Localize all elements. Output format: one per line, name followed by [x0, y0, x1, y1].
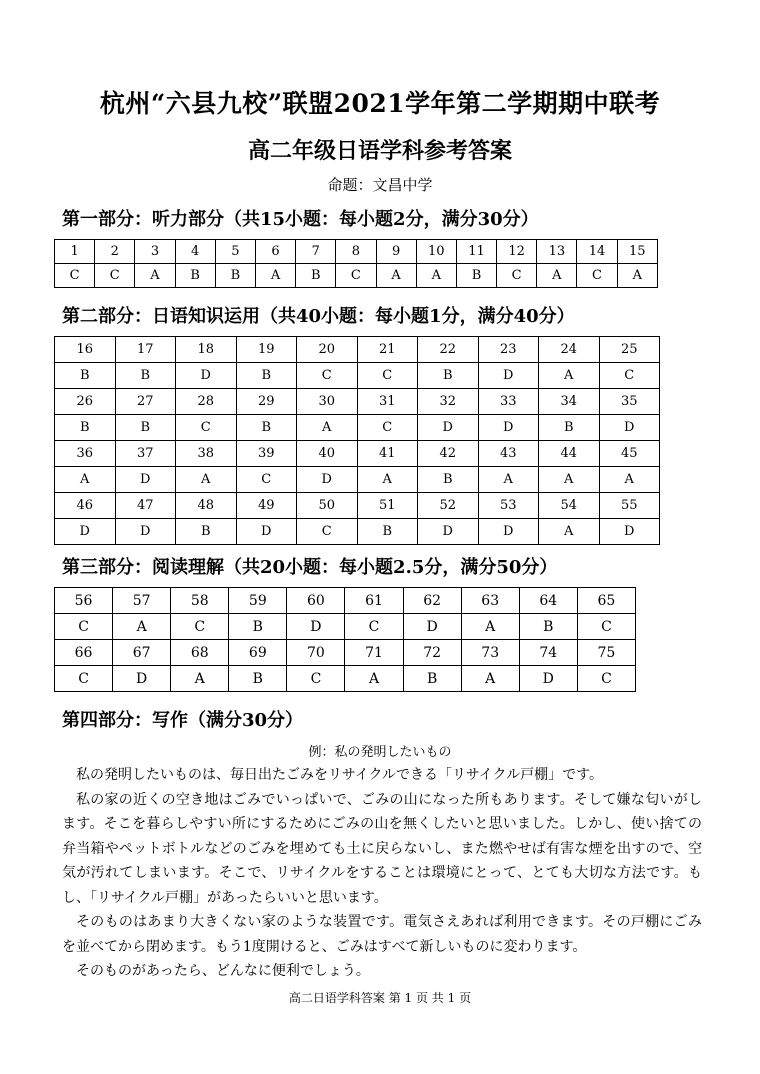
answer-cell: C — [345, 614, 403, 640]
answer-cell: A — [345, 666, 403, 692]
question-number-cell: 11 — [456, 240, 496, 264]
answer-cell: C — [577, 666, 635, 692]
question-number-cell: 24 — [539, 337, 600, 363]
part3-heading: 第三部分：阅读理解（共20小题：每小题2.5分，满分50分） — [62, 557, 558, 578]
answer-cell: C — [336, 264, 376, 288]
answer-cell: A — [539, 467, 600, 493]
essay-paragraph: 私の発明したいものは、毎日出たごみをリサイクルできる「リサイクル戸棚」です。 — [76, 767, 603, 783]
essay-paragraph: そのものはあまり大きくない家のような装置です。電気さえあれば利用できます。その戸棚にごみを並べてから閉めます。もう1度開けると、ごみはすべて新しいものに変わります。 — [62, 914, 702, 955]
document-title: 杭州“六县九校”联盟2021学年第二学期期中联考 — [99, 89, 661, 118]
question-number-cell: 65 — [577, 588, 635, 614]
answer-cell: B — [115, 363, 176, 389]
answer-cell: C — [171, 614, 229, 640]
answer-cell: C — [497, 264, 537, 288]
answer-cell: D — [403, 614, 461, 640]
answer-cell: A — [539, 519, 600, 545]
question-number-cell: 32 — [418, 389, 479, 415]
question-number-cell: 13 — [537, 240, 577, 264]
answer-cell: B — [236, 415, 297, 441]
answer-cell: B — [55, 415, 116, 441]
essay-paragraph: 私の家の近くの空き地はごみでいっぱいで、ごみの山になった所もあります。そして嫌な匂いがします。そこを暮らしやすい所にするためにごみの山を無くしたいと思いました。しかし、使い捨ての弁当箱やペットボトルなどのごみを埋めても土に戻らないし、また燃やせば有害な煙を出すので、空気が汚れてしまいます。そこで、リサイクルをすることは環境にとって、とても大切な方法です。もし、「リサイクル戸棚」があったらいいと思います。 — [62, 791, 702, 906]
question-number-cell: 25 — [599, 337, 660, 363]
question-number-cell: 51 — [357, 493, 418, 519]
answer-cell: B — [403, 666, 461, 692]
answer-row — [55, 614, 636, 640]
answer-row — [55, 519, 660, 545]
essay-body — [62, 763, 702, 984]
question-number-cell: 27 — [115, 389, 176, 415]
question-number-cell: 37 — [115, 441, 176, 467]
question-number-cell: 20 — [297, 337, 358, 363]
answer-cell: A — [357, 467, 418, 493]
question-number-cell: 47 — [115, 493, 176, 519]
answer-cell: A — [113, 614, 171, 640]
answer-cell: C — [55, 614, 113, 640]
question-number-cell: 14 — [577, 240, 617, 264]
question-number-cell: 67 — [113, 640, 171, 666]
question-number-cell: 57 — [113, 588, 171, 614]
question-number-row — [55, 588, 636, 614]
question-number-cell: 48 — [176, 493, 237, 519]
question-number-cell: 4 — [175, 240, 215, 264]
answer-cell: C — [55, 264, 95, 288]
question-number-cell: 7 — [296, 240, 336, 264]
question-number-cell: 43 — [478, 441, 539, 467]
question-number-row — [55, 337, 660, 363]
question-number-cell: 75 — [577, 640, 635, 666]
answer-cell: A — [539, 363, 600, 389]
question-number-cell: 50 — [297, 493, 358, 519]
answer-cell: A — [461, 614, 519, 640]
answer-cell: D — [287, 614, 345, 640]
question-number-cell: 56 — [55, 588, 113, 614]
answer-cell: D — [599, 415, 660, 441]
question-number-cell: 58 — [171, 588, 229, 614]
answer-row — [55, 666, 636, 692]
question-number-cell: 12 — [497, 240, 537, 264]
answer-cell: D — [176, 363, 237, 389]
part3-answer-table — [54, 587, 636, 692]
question-number-cell: 17 — [115, 337, 176, 363]
question-number-cell: 55 — [599, 493, 660, 519]
question-number-cell: 35 — [599, 389, 660, 415]
answer-cell: A — [461, 666, 519, 692]
question-number-row — [55, 493, 660, 519]
answer-cell: B — [229, 614, 287, 640]
answer-cell: B — [519, 614, 577, 640]
question-number-cell: 36 — [55, 441, 116, 467]
answer-cell: D — [478, 363, 539, 389]
question-number-cell: 54 — [539, 493, 600, 519]
answer-cell: C — [599, 363, 660, 389]
question-number-cell: 30 — [297, 389, 358, 415]
document-subtitle: 高二年级日语学科参考答案 — [247, 138, 512, 164]
answer-cell: B — [357, 519, 418, 545]
answer-row — [55, 415, 660, 441]
question-number-cell: 18 — [176, 337, 237, 363]
answer-cell: A — [599, 467, 660, 493]
question-number-cell: 45 — [599, 441, 660, 467]
answer-cell: C — [297, 363, 358, 389]
question-number-cell: 42 — [418, 441, 479, 467]
answer-cell: C — [176, 415, 237, 441]
answer-cell: A — [297, 415, 358, 441]
question-number-cell: 74 — [519, 640, 577, 666]
question-number-cell: 63 — [461, 588, 519, 614]
question-number-cell: 44 — [539, 441, 600, 467]
question-number-cell: 40 — [297, 441, 358, 467]
answer-row — [55, 363, 660, 389]
answer-cell: C — [357, 415, 418, 441]
question-number-cell: 19 — [236, 337, 297, 363]
answer-cell: B — [55, 363, 116, 389]
question-number-cell: 46 — [55, 493, 116, 519]
answer-cell: D — [418, 519, 479, 545]
answer-cell: D — [418, 415, 479, 441]
question-number-cell: 59 — [229, 588, 287, 614]
essay-example-title: 例：私の発明したいもの — [308, 745, 452, 760]
question-number-cell: 68 — [171, 640, 229, 666]
answer-cell: B — [229, 666, 287, 692]
question-number-cell: 39 — [236, 441, 297, 467]
answer-cell: B — [418, 363, 479, 389]
question-number-cell: 33 — [478, 389, 539, 415]
answer-cell: B — [456, 264, 496, 288]
question-number-row — [55, 389, 660, 415]
question-number-cell: 28 — [176, 389, 237, 415]
question-number-cell: 6 — [255, 240, 295, 264]
question-number-cell: 21 — [357, 337, 418, 363]
answer-cell: A — [376, 264, 416, 288]
question-number-cell: 8 — [336, 240, 376, 264]
question-number-cell: 15 — [617, 240, 657, 264]
answer-cell: C — [55, 666, 113, 692]
question-number-cell: 61 — [345, 588, 403, 614]
answer-cell: B — [539, 415, 600, 441]
answer-cell: B — [215, 264, 255, 288]
answer-cell: A — [55, 467, 116, 493]
answer-cell: D — [599, 519, 660, 545]
part2-heading: 第二部分：日语知识运用（共40小题：每小题1分，满分40分） — [62, 306, 575, 327]
answer-cell: B — [236, 363, 297, 389]
answer-cell: B — [115, 415, 176, 441]
question-number-cell: 34 — [539, 389, 600, 415]
answer-row — [55, 264, 658, 288]
answer-cell: C — [577, 614, 635, 640]
question-number-cell: 31 — [357, 389, 418, 415]
question-number-cell: 69 — [229, 640, 287, 666]
answer-cell: D — [115, 519, 176, 545]
question-number-cell: 3 — [135, 240, 175, 264]
question-number-cell: 16 — [55, 337, 116, 363]
answer-cell: A — [135, 264, 175, 288]
answer-cell: C — [297, 519, 358, 545]
question-number-cell: 1 — [55, 240, 95, 264]
question-number-cell: 53 — [478, 493, 539, 519]
answer-cell: D — [478, 415, 539, 441]
answer-cell: D — [55, 519, 116, 545]
question-number-cell: 62 — [403, 588, 461, 614]
question-number-row — [55, 640, 636, 666]
answer-cell: C — [95, 264, 135, 288]
answer-cell: D — [478, 519, 539, 545]
question-number-cell: 52 — [418, 493, 479, 519]
part1-heading: 第一部分：听力部分（共15小题：每小题2分，满分30分） — [62, 209, 539, 230]
answer-cell: D — [115, 467, 176, 493]
question-number-cell: 29 — [236, 389, 297, 415]
question-number-cell: 38 — [176, 441, 237, 467]
answer-cell: A — [176, 467, 237, 493]
answer-cell: B — [176, 519, 237, 545]
question-number-cell: 10 — [416, 240, 456, 264]
part4-heading: 第四部分：写作（满分30分） — [62, 710, 304, 731]
question-number-cell: 64 — [519, 588, 577, 614]
question-number-cell: 41 — [357, 441, 418, 467]
answer-cell: C — [287, 666, 345, 692]
question-number-cell: 73 — [461, 640, 519, 666]
question-number-cell: 72 — [403, 640, 461, 666]
answer-cell: D — [236, 519, 297, 545]
question-number-row — [55, 240, 658, 264]
question-number-cell: 22 — [418, 337, 479, 363]
answer-cell: C — [236, 467, 297, 493]
question-number-cell: 71 — [345, 640, 403, 666]
answer-cell: D — [519, 666, 577, 692]
answer-cell: C — [357, 363, 418, 389]
answer-cell: B — [418, 467, 479, 493]
answer-cell: A — [255, 264, 295, 288]
question-number-cell: 49 — [236, 493, 297, 519]
answer-cell: A — [537, 264, 577, 288]
essay-paragraph: そのものがあったら、どんなに便利でしょう。 — [76, 963, 370, 979]
answer-cell: A — [478, 467, 539, 493]
question-number-cell: 9 — [376, 240, 416, 264]
answer-cell: A — [171, 666, 229, 692]
author-line: 命题：文昌中学 — [327, 176, 433, 194]
answer-cell: C — [577, 264, 617, 288]
part1-answer-table — [54, 239, 658, 288]
question-number-row — [55, 441, 660, 467]
question-number-cell: 66 — [55, 640, 113, 666]
answer-cell: A — [617, 264, 657, 288]
question-number-cell: 23 — [478, 337, 539, 363]
answer-cell: D — [113, 666, 171, 692]
answer-cell: A — [416, 264, 456, 288]
question-number-cell: 70 — [287, 640, 345, 666]
answer-cell: B — [175, 264, 215, 288]
answer-cell: B — [296, 264, 336, 288]
answer-cell: D — [297, 467, 358, 493]
page-footer: 高二日语学科答案 第 1 页 共 1 页 — [288, 991, 472, 1005]
part2-answer-table — [54, 336, 660, 545]
question-number-cell: 2 — [95, 240, 135, 264]
question-number-cell: 60 — [287, 588, 345, 614]
question-number-cell: 26 — [55, 389, 116, 415]
answer-row — [55, 467, 660, 493]
question-number-cell: 5 — [215, 240, 255, 264]
